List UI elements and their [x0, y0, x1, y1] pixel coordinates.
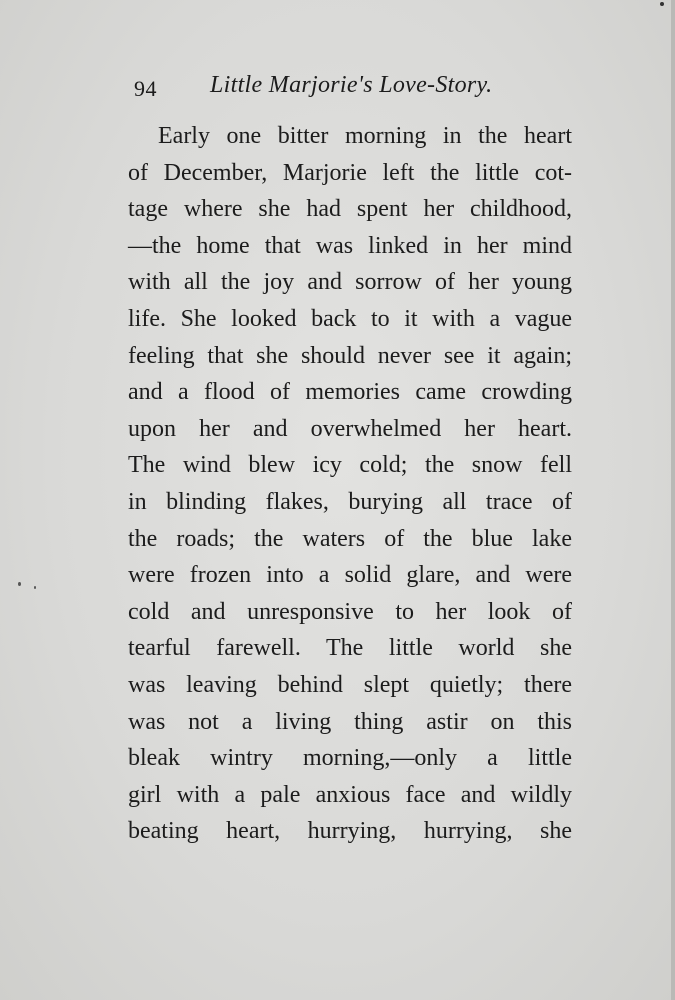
- text-line: life. She looked back to it with a vague: [128, 305, 572, 332]
- text-line: upon her and overwhelmed her heart.: [128, 415, 572, 442]
- text-line: the roads; the waters of the blue lake: [128, 525, 572, 552]
- text-line: cold and unresponsive to her look of: [128, 598, 572, 625]
- text-line: Early one bitter morning in the heart: [158, 123, 572, 149]
- page-number: 94: [134, 76, 157, 101]
- body-text: [128, 118, 572, 850]
- text-line: bleak wintry morning,—only a little: [128, 745, 572, 772]
- page-edge: [671, 0, 675, 1000]
- running-title: Little Marjorie's Love-Story.: [210, 72, 493, 98]
- paper-speck: [660, 2, 664, 6]
- text-line: was not a living thing astir on this: [128, 708, 572, 735]
- paper-speck: [34, 586, 36, 589]
- text-line: —the home that was linked in her mind: [128, 232, 572, 259]
- text-line: and a flood of memories came crowding: [128, 379, 572, 406]
- text-line: of December, Marjorie left the little cot-: [128, 159, 572, 186]
- text-line: with all the joy and sorrow of her young: [128, 269, 572, 296]
- page-header: [134, 72, 574, 108]
- text-line: The wind blew icy cold; the snow fell: [128, 452, 572, 479]
- text-line: were frozen into a solid glare, and were: [128, 562, 572, 589]
- text-line: in blinding flakes, burying all trace of: [128, 488, 572, 515]
- text-line: girl with a pale anxious face and wildly: [128, 781, 572, 808]
- text-line: feeling that she should never see it again;: [128, 342, 572, 369]
- text-line: tearful farewell. The little world she: [128, 635, 572, 662]
- text-line: beating heart, hurrying, hurrying, she: [128, 818, 572, 845]
- paper-speck: [18, 582, 21, 586]
- text-line: was leaving behind slept quietly; there: [128, 671, 572, 698]
- text-line: tage where she had spent her childhood,: [128, 196, 572, 223]
